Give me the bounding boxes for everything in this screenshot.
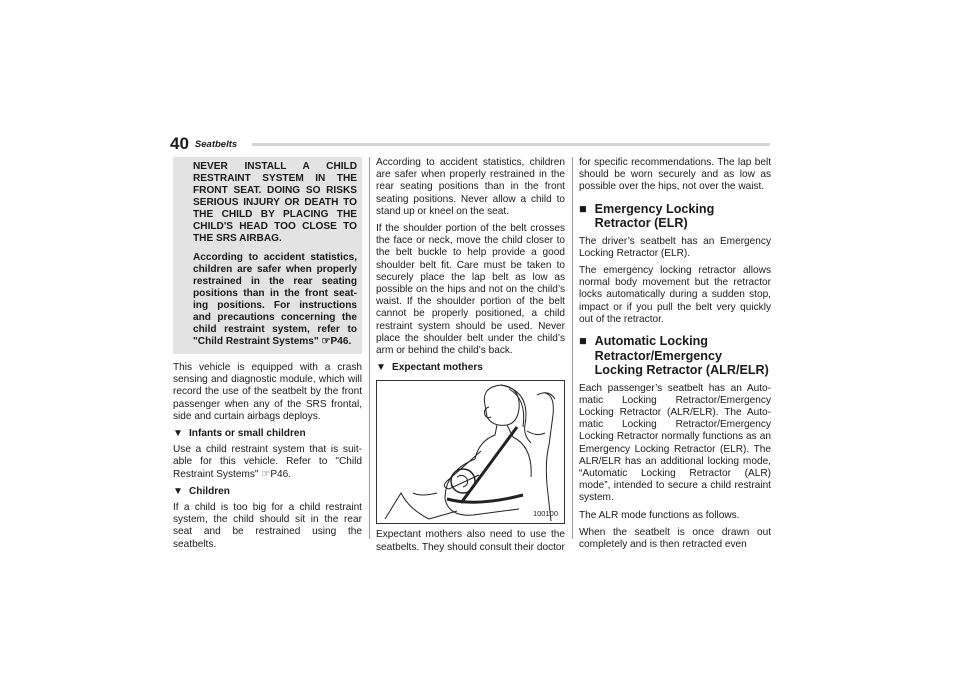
triangle-bullet-icon: ▼ [173, 428, 183, 440]
body-paragraph: The emergency locking retractor allows normal body movement but the retractor locks automatically during a sudden stop, impact or if you pull the belt very quickly out of the retractor. [579, 265, 771, 325]
page-header [170, 134, 237, 154]
heading-label: Emergency Locking Retractor (ELR) [594, 201, 715, 231]
subheading-label: Children [189, 485, 230, 497]
warning-paragraph-2: According to accident statistics, children are safer when properly restrained in the rear seating positions than in the front seat- ing positions. For instructions and precautions concerning the child restraint system, refer to "Child Restraint Systems" ☞P46. [193, 252, 357, 347]
column-1 [173, 157, 362, 556]
column-divider [369, 157, 370, 539]
body-paragraph: Each passenger’s seatbelt has an Auto- matic Locking Retractor/Emergency Locking Retractor (ALR/ELR). The Auto- matic Locking Retractor/Emergency Locking Retractor normally functions as an Emergency Locking Retractor (ELR). The ALR/ELR has an additional locking mode, “Automatic Locking Retractor (ALR) mode”, intended to secure a child restraint system. [579, 382, 771, 504]
column-2 [376, 157, 565, 559]
square-bullet-icon: ■ [579, 334, 587, 349]
subheading-infants [173, 428, 362, 440]
body-paragraph: The driver’s seatbelt has an Emergency Locking Retractor (ELR). [579, 235, 771, 259]
body-paragraph: for specific recommendations. The lap belt should be worn securely and as low as possible over the hips, not over the waist. [579, 157, 771, 193]
body-paragraph: Use a child restraint system that is suit- able for this vehicle. Refer to "Child Restraint Systems" ☞P46. [173, 444, 362, 480]
warning-box [173, 157, 362, 354]
expectant-mother-seated-icon [377, 381, 564, 523]
section-title: Seatbelts [194, 138, 238, 150]
body-paragraph: If a child is too big for a child restraint system, the child should sit in the rear seat and be restrained using the seatbelts. [173, 502, 362, 550]
triangle-bullet-icon: ▼ [376, 362, 386, 374]
heading-label: Automatic Locking Retractor/Emergency Locking Retractor (ALR/ELR) [594, 334, 769, 378]
heading-elr [579, 202, 771, 231]
subheading-expectant-mothers [376, 362, 565, 374]
body-paragraph: According to accident statistics, children are safer when properly restrained in the rear seating positions than in the front seating positions. Never allow a child to stand up or kneel on the seat. [376, 157, 565, 217]
square-bullet-icon: ■ [579, 201, 587, 216]
body-paragraph: If the shoulder portion of the belt crosses the face or neck, move the child closer to the belt buckle to help provide a good shoulder belt fit. Care must be taken to securely place the lap belt as low as possible on the hips and not on the child’s waist. If the shoulder portion of the belt cannot be properly positioned, a child restraint system should be used. Never place the shoulder belt under the child’s arm or behind the child’s back. [376, 223, 565, 357]
expectant-mother-illustration [376, 380, 565, 524]
header-rule [252, 143, 770, 146]
page-number: 40 [170, 134, 189, 153]
warning-paragraph-1: NEVER INSTALL A CHILD RESTRAINT SYSTEM IN THE FRONT SEAT. DOING SO RISKS SERIOUS INJURY OR DEATH TO THE CHILD BY PLACING THE CHILD'S HEAD TOO CLOSE TO THE SRS AIRBAG. [193, 161, 357, 244]
body-paragraph: When the seatbelt is once drawn out completely and is then retracted even [579, 526, 771, 550]
subheading-children [173, 486, 362, 498]
triangle-bullet-icon: ▼ [173, 485, 183, 497]
column-divider [572, 157, 573, 539]
body-paragraph: The ALR mode functions as follows. [579, 509, 740, 521]
figure-id: 100100 [532, 509, 558, 519]
body-paragraph: This vehicle is equipped with a crash sensing and diagnostic module, which will record the use of the seatbelt by the front passenger when any of the SRS frontal, side and curtain airbags deploys. [173, 362, 362, 422]
subheading-label: Infants or small children [189, 428, 306, 440]
column-3 [579, 157, 771, 556]
subheading-label: Expectant mothers [392, 362, 483, 374]
heading-alr-elr [579, 334, 771, 378]
body-paragraph: Expectant mothers also need to use the seatbelts. They should consult their doctor [376, 529, 565, 553]
